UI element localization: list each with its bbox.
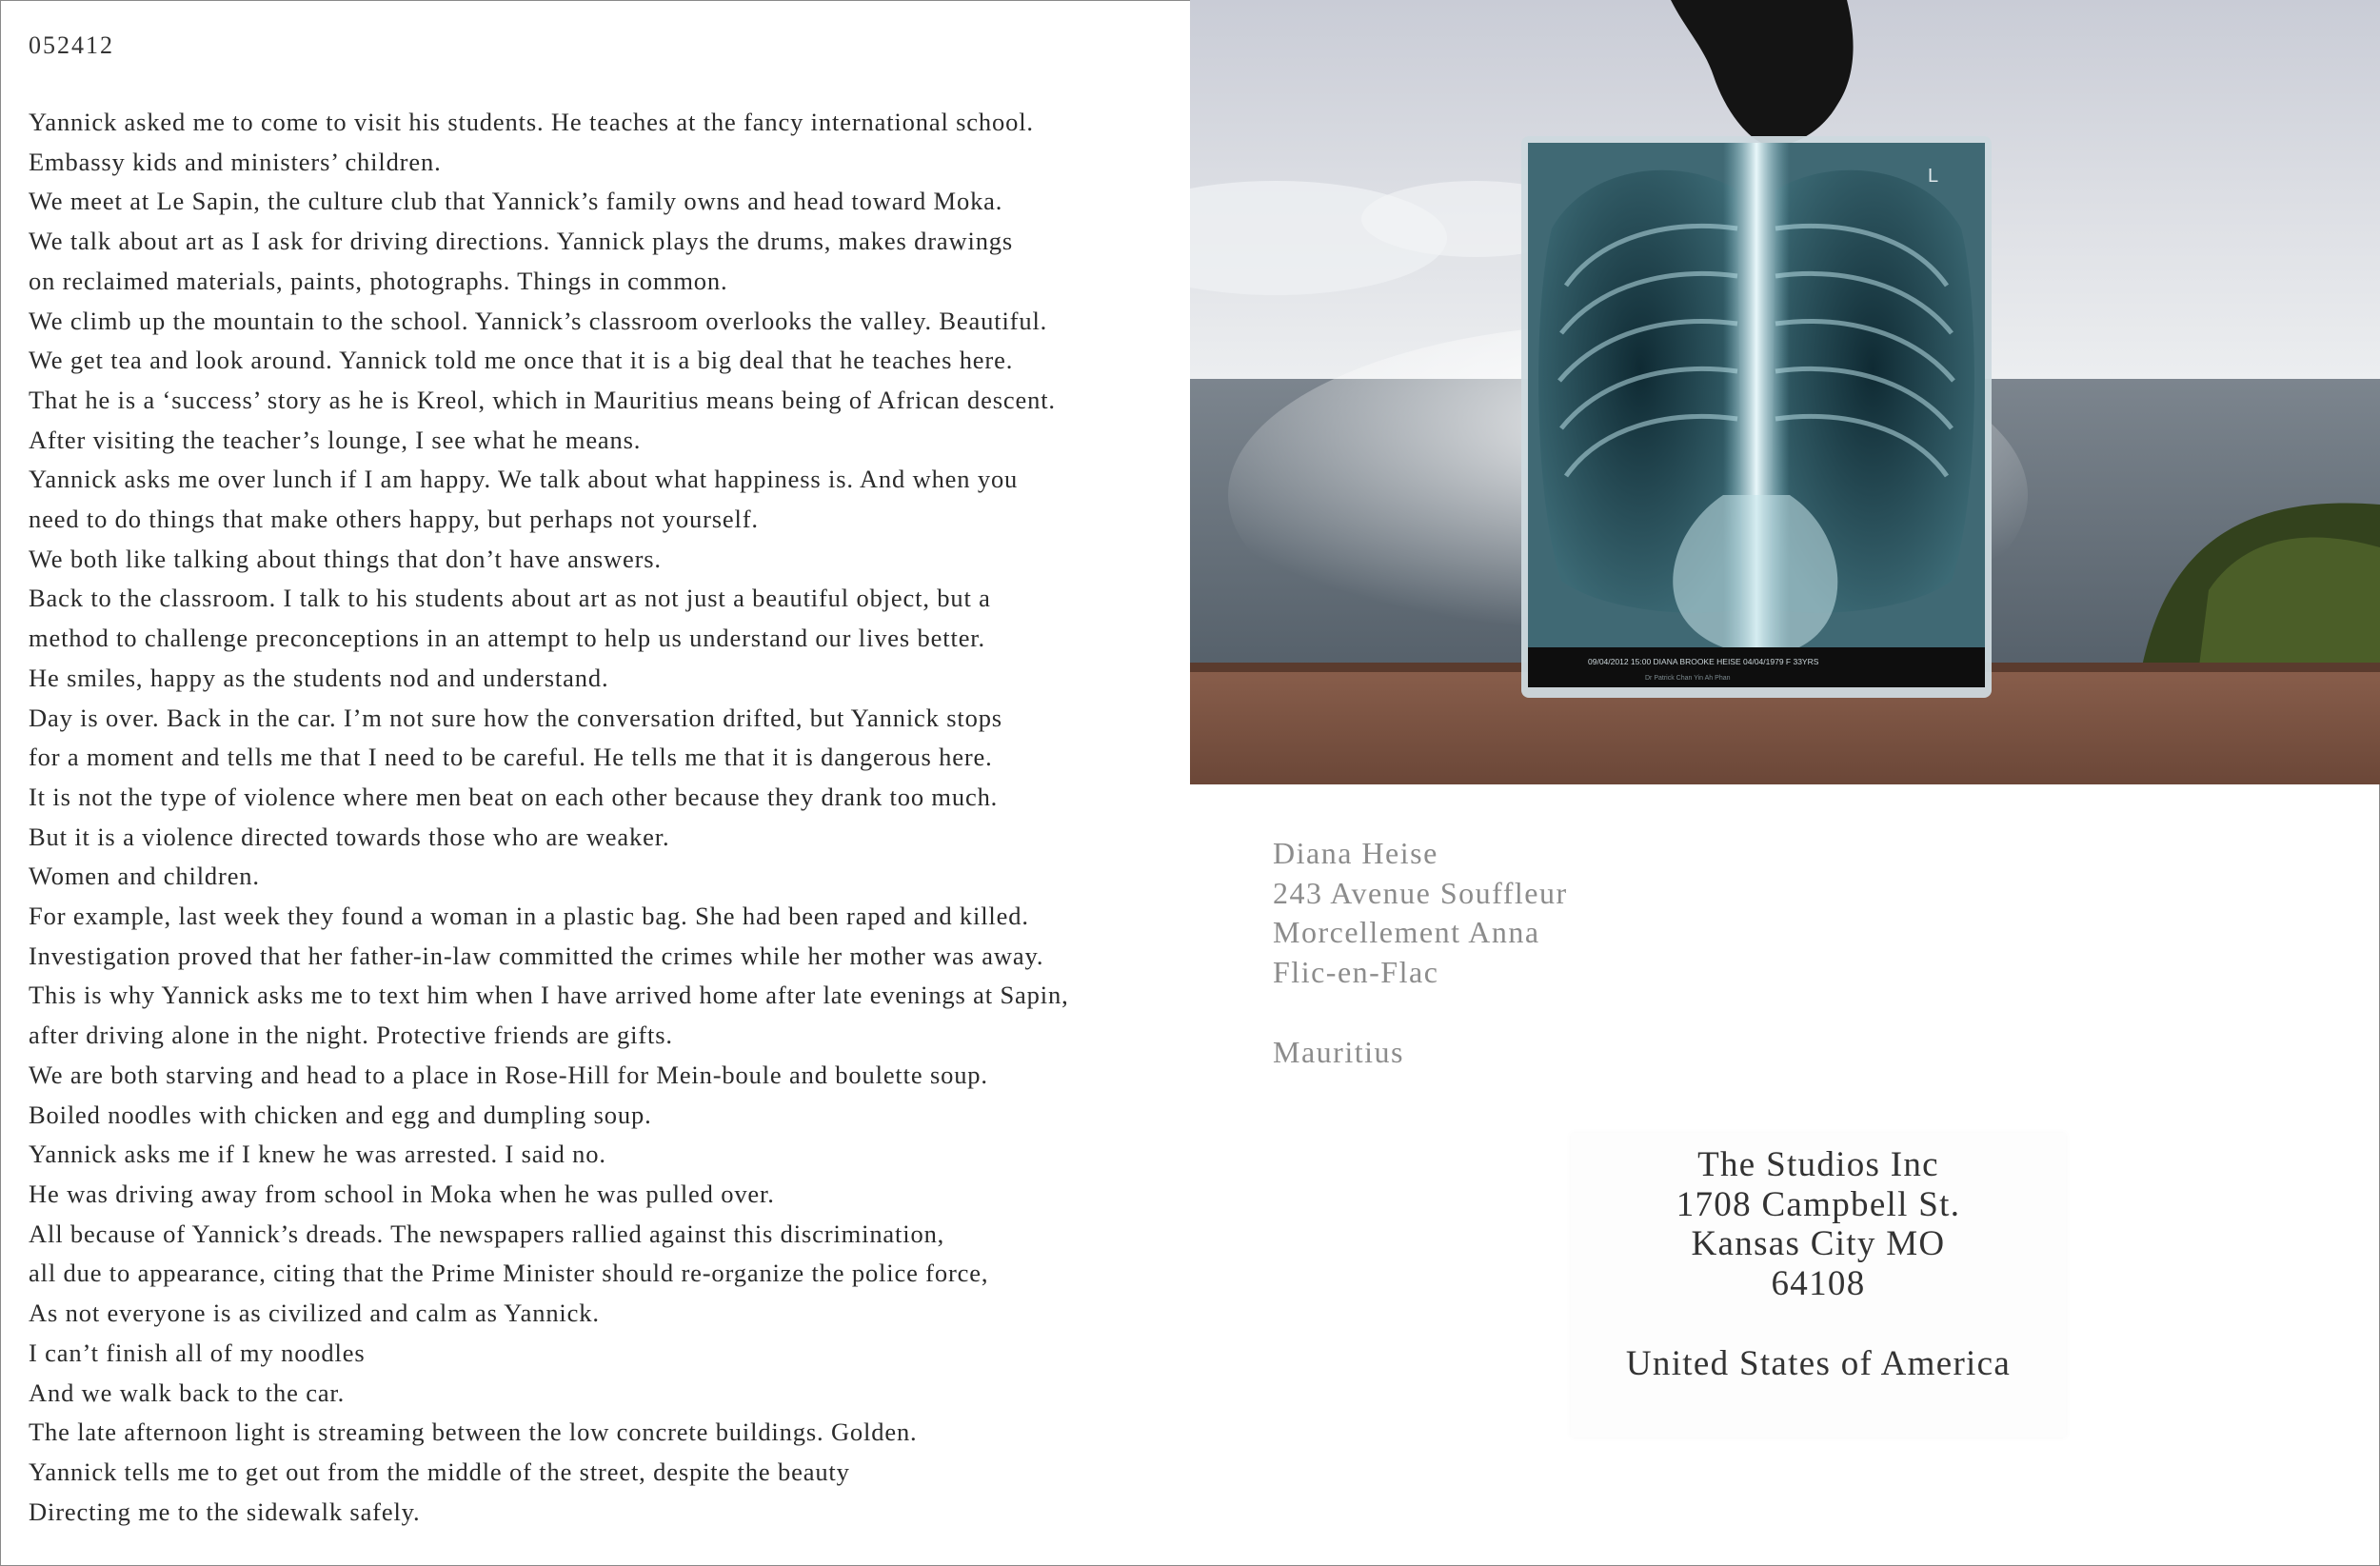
journal-line: Women and children. — [29, 862, 260, 891]
sender-address — [1273, 834, 1568, 1072]
journal-line: For example, last week they found a woman in a plastic bag. She had been raped and killed. — [29, 902, 1029, 931]
journal-line: We climb up the mountain to the school. Yannick’s classroom overlooks the valley. Beautiful. — [29, 306, 1048, 335]
sender-town: Flic-en-Flac — [1273, 955, 1439, 990]
journal-line: Boiled noodles with chicken and egg and dumpling soup. — [29, 1100, 652, 1129]
recipient-city: Kansas City MO — [1691, 1224, 1946, 1264]
journal-line: We meet at Le Sapin, the culture club that Yannick’s family owns and head toward Moka. — [29, 187, 1003, 216]
journal-line: need to do things that make others happy, but perhaps not yourself. — [29, 505, 759, 534]
journal-line: Investigation proved that her father-in-law committed the crimes while her mother was away. — [29, 941, 1044, 970]
journal-line: This is why Yannick asks me to text him when I have arrived home after late evenings at Sapin, — [29, 981, 1069, 1010]
journal-lines — [29, 103, 1190, 1532]
recipient-country: United States of America — [1625, 1343, 2012, 1383]
journal-line: Yannick asks me over lunch if I am happy. We talk about what happiness is. And when you — [29, 465, 1019, 494]
sender-area: Morcellement Anna — [1273, 915, 1540, 950]
sender-country: Mauritius — [1273, 1034, 1404, 1069]
journal-line: After visiting the teacher’s lounge, I see what he means. — [29, 425, 642, 454]
journal-line: Yannick asked me to come to visit his students. He teaches at the fancy international school. — [29, 108, 1034, 136]
xray-subcaption: Dr Patrick Chan Yin Ah Phan — [1645, 675, 1731, 682]
journal-line: Back to the classroom. I talk to his students about art as not just a beautiful object, but a — [29, 584, 991, 613]
journal-line: All because of Yannick’s dreads. The newspapers rallied against this discrimination, — [29, 1219, 945, 1248]
journal-line: That he is a ‘success’ story as he is Kreol, which in Mauritius means being of African descent. — [29, 385, 1056, 414]
journal-line: We talk about art as I ask for driving directions. Yannick plays the drums, makes drawings — [29, 227, 1014, 256]
journal-line: Day is over. Back in the car. I’m not sure how the conversation drifted, but Yannick stops — [29, 703, 1002, 732]
recipient-street: 1708 Campbell St. — [1676, 1184, 1961, 1224]
journal-line: It is not the type of violence where men beat on each other because they drank too much. — [29, 782, 999, 811]
journal-line: We both like talking about things that don’t have answers. — [29, 544, 662, 573]
journal-line: all due to appearance, citing that the Prime Minister should re-organize the police force, — [29, 1259, 989, 1288]
journal-line: after driving alone in the night. Protective friends are gifts. — [29, 1021, 673, 1050]
journal-line: As not everyone is as civilized and calm as Yannick. — [29, 1298, 600, 1328]
document-number: 052412 — [29, 31, 114, 59]
journal-line: I can’t finish all of my noodles — [29, 1338, 366, 1367]
journal-line: Yannick asks me if I knew he was arrested. I said no. — [29, 1140, 606, 1169]
journal-line: And we walk back to the car. — [29, 1378, 346, 1407]
sender-street: 243 Avenue Souffleur — [1273, 875, 1568, 910]
journal-line: for a moment and tells me that I need to be careful. He tells me that it is dangerous here. — [29, 743, 993, 772]
journal-line: method to challenge preconceptions in an attempt to help us understand our lives better. — [29, 624, 985, 653]
journal-line: But it is a violence directed towards those who are weaker. — [29, 822, 670, 851]
journal-line: We are both starving and head to a place in Rose-Hill for Mein-boule and boulette soup. — [29, 1060, 988, 1089]
xray-photo — [1190, 0, 2380, 784]
sender-name: Diana Heise — [1273, 836, 1438, 870]
journal-line: Directing me to the sidewalk safely. — [29, 1497, 421, 1526]
recipient-company: The Studios Inc — [1697, 1145, 1939, 1184]
photo-illustration — [1190, 0, 2380, 784]
journal-line: The late afternoon light is streaming between the low concrete buildings. Golden. — [29, 1417, 918, 1447]
journal-line: on reclaimed materials, paints, photographs. Things in common. — [29, 266, 728, 295]
recipient-address — [1571, 1145, 2066, 1383]
journal-line: Embassy kids and ministers’ children. — [29, 147, 442, 176]
recipient-spacer — [1571, 1304, 2066, 1344]
recipient-zip: 64108 — [1771, 1264, 1866, 1304]
journal-entry — [29, 25, 1190, 1532]
journal-line: We get tea and look around. Yannick told me once that it is a big deal that he teaches here. — [29, 346, 1014, 375]
xray-caption: 09/04/2012 15:00 DIANA BROOKE HEISE 04/04/1979 F 33YRS — [1588, 657, 1819, 666]
sender-spacer — [1273, 993, 1568, 1033]
journal-line: He smiles, happy as the students nod and understand. — [29, 663, 609, 692]
xray-marker: L — [1928, 166, 1939, 187]
journal-line: He was driving away from school in Moka when he was pulled over. — [29, 1179, 775, 1208]
journal-line: Yannick tells me to get out from the middle of the street, despite the beauty — [29, 1457, 850, 1486]
